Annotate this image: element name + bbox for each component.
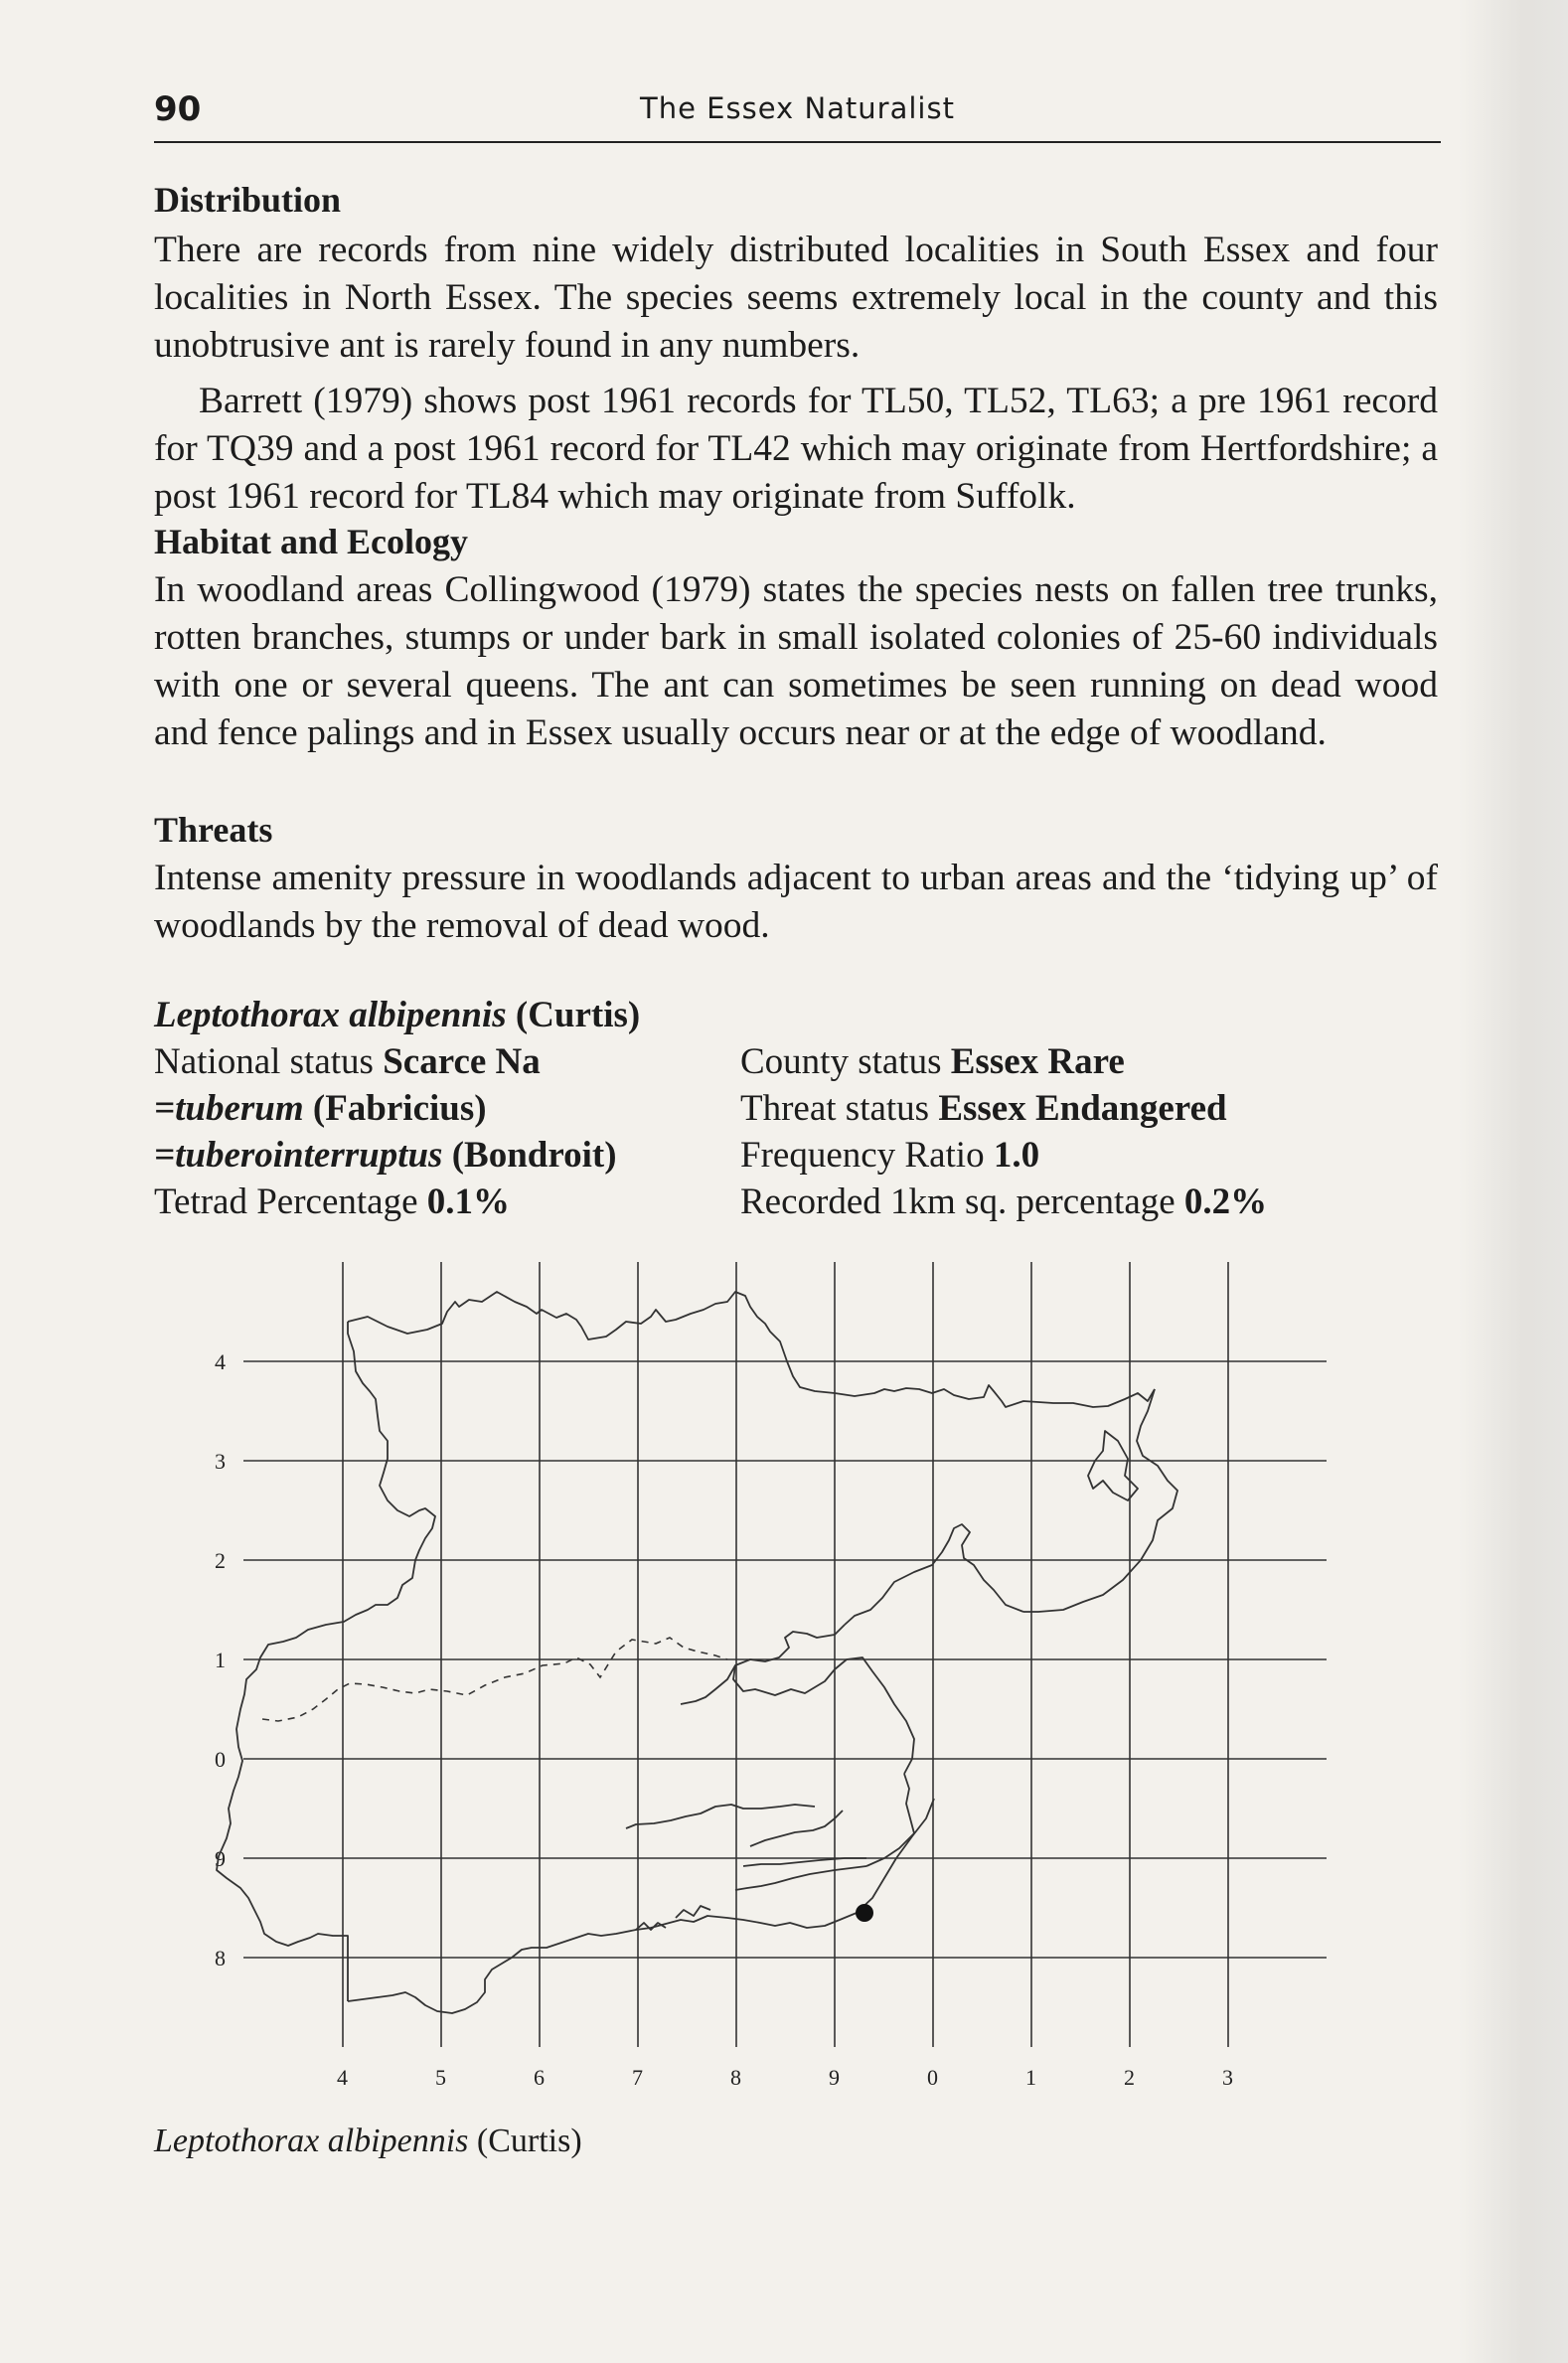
tetrad-line	[154, 1179, 710, 1225]
threats-section	[154, 855, 1438, 950]
distribution-paragraph-2: Barrett (1979) shows post 1961 records for TL50, TL52, TL63; a pre 1961 record for TQ39 and a post 1961 record for TL42 which may originate from Hertfordshire; a post 1961 record for TL84 which may originate from Suffolk.	[154, 381, 1438, 517]
map-x-label: 8	[730, 2065, 741, 2090]
species-name: Leptothorax albipennis	[154, 995, 507, 1035]
county-outline	[217, 1292, 1177, 2013]
species-right-column	[740, 1038, 1436, 1225]
record-dot	[856, 1904, 873, 1922]
synonym-1-author: (Fabricius)	[312, 1088, 487, 1129]
distribution-heading: Distribution	[154, 180, 342, 220]
frequency-label: Frequency Ratio	[740, 1135, 985, 1176]
map-x-label: 2	[1124, 2065, 1135, 2090]
habitat-paragraph: In woodland areas Collingwood (1979) states the species nests on fallen tree trunks, rotten branches, stumps or under bark in small isolated colonies of 25-60 individuals with one or several queens. The ant can sometimes be seen running on dead wood and fence palings and in Essex usually occurs near or at the edge of woodland.	[154, 569, 1438, 753]
frequency-line	[740, 1132, 1436, 1179]
threat-status-label: Threat status	[740, 1088, 930, 1129]
tetrad-label: Tetrad Percentage	[154, 1182, 418, 1222]
distribution-map-svg	[199, 1262, 1341, 2127]
map-y-label: 0	[215, 1747, 226, 1772]
recorded-line	[740, 1179, 1436, 1225]
habitat-heading: Habitat and Ecology	[154, 522, 469, 561]
county-status-value: Essex Rare	[950, 1041, 1125, 1082]
map-y-label: 8	[215, 1946, 226, 1970]
species-left-column	[154, 992, 710, 1225]
running-header	[154, 81, 1441, 143]
map-x-label: 0	[927, 2065, 938, 2090]
page-edge-shadow	[1459, 0, 1568, 2363]
map-y-label: 3	[215, 1449, 226, 1474]
map-y-label: 1	[215, 1648, 226, 1672]
map-x-label: 7	[632, 2065, 643, 2090]
distribution-section	[154, 227, 1438, 521]
map-x-label: 1	[1025, 2065, 1036, 2090]
synonym-2-author: (Bondroit)	[451, 1135, 617, 1176]
distribution-map	[199, 1262, 1341, 2127]
national-status-value: Scarce Na	[383, 1041, 541, 1082]
map-y-label: 9	[215, 1846, 226, 1871]
frequency-value: 1.0	[993, 1135, 1040, 1176]
recorded-label: Recorded 1km sq. percentage	[740, 1182, 1176, 1222]
recorded-value: 0.2%	[1183, 1182, 1268, 1222]
threat-status-value: Essex Endangered	[938, 1088, 1227, 1129]
dashed-divider-line	[262, 1638, 727, 1721]
map-x-label: 9	[829, 2065, 840, 2090]
map-y-label: 4	[215, 1349, 226, 1374]
caption-species-name: Leptothorax albipennis	[154, 2123, 469, 2159]
tetrad-value: 0.1%	[426, 1182, 511, 1222]
map-y-label: 2	[215, 1548, 226, 1573]
county-status-line	[740, 1038, 1436, 1085]
national-status-line	[154, 1038, 710, 1085]
map-x-label: 4	[337, 2065, 348, 2090]
page-number: 90	[154, 89, 202, 129]
map-x-label: 5	[435, 2065, 446, 2090]
threats-paragraph: Intense amenity pressure in woodlands adjacent to urban areas and the ‘tidying up’ of woodlands by the removal of dead wood.	[154, 858, 1438, 946]
running-title: The Essex Naturalist	[640, 91, 955, 125]
synonym-2-line	[154, 1132, 710, 1179]
map-caption	[154, 2123, 582, 2160]
species-author: (Curtis)	[515, 995, 641, 1035]
synonym-1-line	[154, 1085, 710, 1132]
national-status-label: National status	[154, 1041, 374, 1082]
distribution-paragraph-1: There are records from nine widely distributed localities in South Essex and four localities in North Essex. The species seems extremely local in the county and this unobtrusive ant is rarely found in any numbers.	[154, 230, 1438, 366]
habitat-section	[154, 566, 1438, 757]
county-status-label: County status	[740, 1041, 942, 1082]
synonym-1-name: =tuberum	[154, 1088, 304, 1129]
synonym-2-name: =tuberointerruptus	[154, 1135, 443, 1176]
caption-species-author: (Curtis)	[476, 2123, 582, 2159]
threats-heading: Threats	[154, 810, 273, 850]
species-title-line	[154, 992, 710, 1038]
threat-status-line	[740, 1085, 1436, 1132]
map-x-label: 3	[1222, 2065, 1233, 2090]
map-x-label: 6	[534, 2065, 545, 2090]
